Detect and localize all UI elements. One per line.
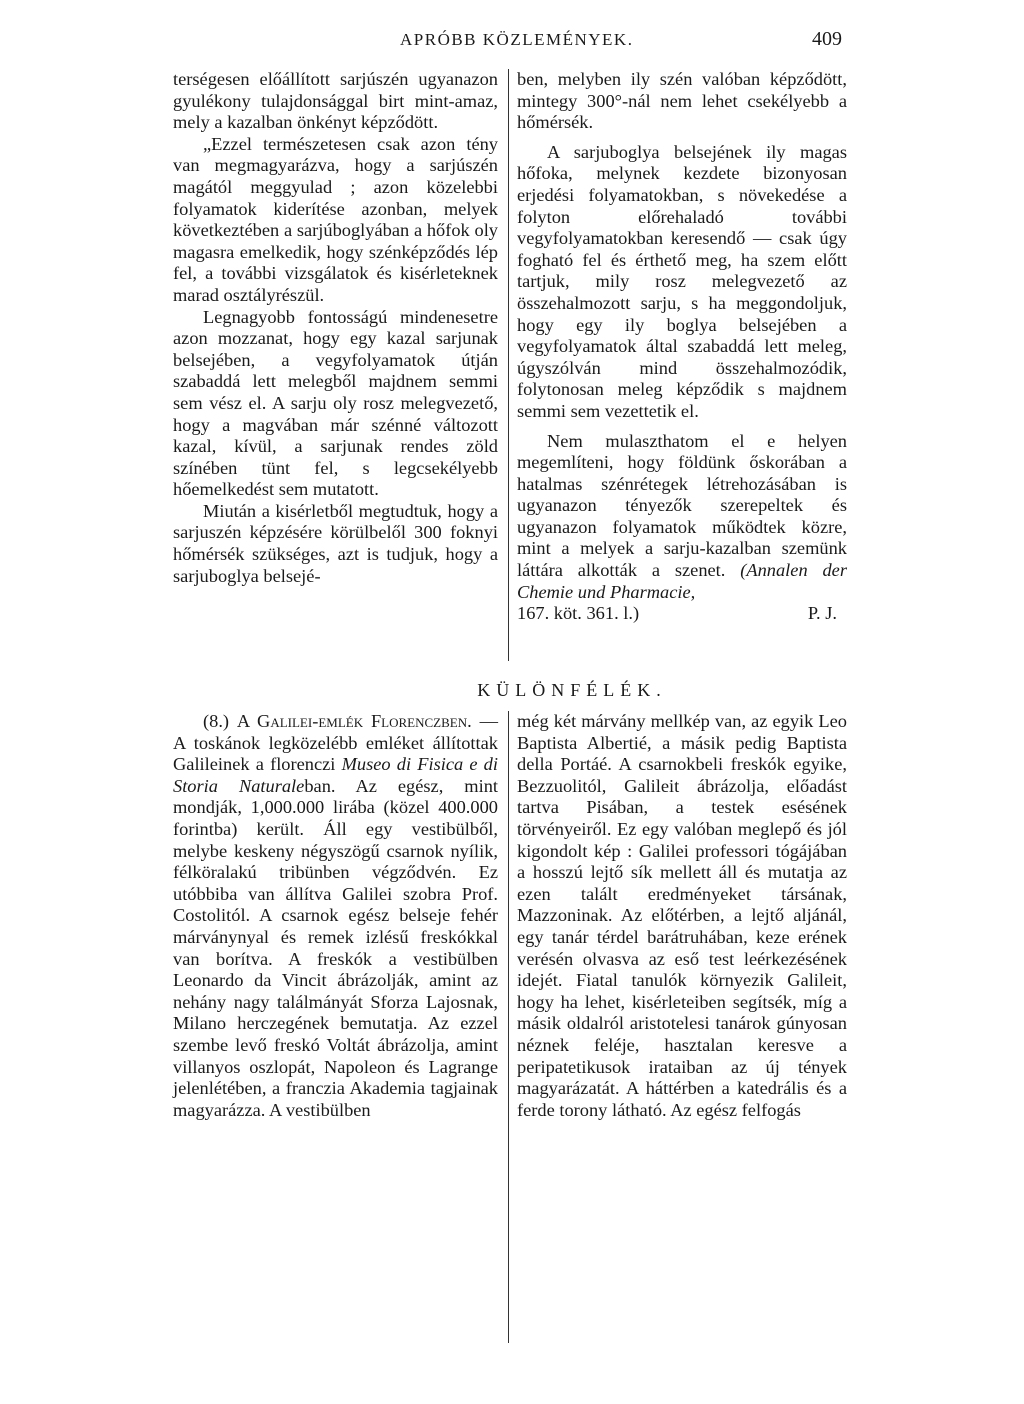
paragraph: Legnagyobb fontosságú mindenesetre azon mozzanat, hogy egy kazal sarjunak belsejében, a vegyfolyamatok útján szabaddá lett melegből majdnem semmi sem vész el. A sarju oly rosz melegvezető, hogy a magvában már szénné változott kazal, kívül, a sarjunak rendes zöld színében tünt fel, s legcsekélyebb hőemelkedést sem mutatott. [173, 306, 498, 500]
bottom-right-column [517, 711, 847, 1121]
top-left-column [173, 69, 498, 587]
paragraph: Miután a kisérletből megtudtuk, hogy a sarjuszén képzésére körülbelől 300 foknyi hőmérsék szükséges, azt is tudjuk, hogy a sarjuboglya belsejé- [173, 500, 498, 586]
article-paragraph [173, 711, 498, 1121]
column-divider [508, 711, 509, 1343]
paragraph-text: Nem mulaszthatom el e helyen megemlíteni, hogy földünk őskorában a hatalmas szénrétegek létrehozásában is ugyanazon tényezők szerepeltek és ugyanazon folyamatok működtek közre, mint a melyek a sarju-kazalban szemünk láttára alkották a szenet. [517, 430, 847, 581]
article-text: ban. Az egész, mint mondják, 1,000.000 lirába (közel 400.000 forintba) került. Áll egy vestibülből, melybe keskeny négyszögű csarnok nyílik, félköralakú tribünben végződvén. Ez utóbbiba van állítva Galilei szobra Prof. Costolitól. A csarnok egész belseje fehér márványnyal és remek izlésű freskókkal van borítva. A freskók a vestibülben Leonardo da Vincit ábrázolják, amint az nehány nagy találmányát Sforza Lajosnak, Milano herczegének bemutatja. Az ezzel szembe levő freskó Voltát ábrázolja, amint villanyos oszlopát, Napoleon és Lagrange jelenlétében, a franczia Akademia tagjainak magyarázza. A vestibülben [173, 775, 499, 1120]
bottom-left-column [173, 711, 498, 1121]
article-number: (8.) [203, 711, 230, 731]
paragraph: ben, melyben ily szén valóban képződött, mintegy 300°-nál nem lehet csekélyebb a hőmérsék. [517, 69, 847, 133]
paragraph: még két márvány mellkép van, az egyik Leo Baptista Albertié, a másik pedig Baptista della Portáé. A csarnokbeli freskók egyike, Bezzuolitól, Galileit ábrázolja, előadást tartva Pisában, a testek esésének törvényeiről. Ez egy valóban meglepő és jól kigondolt kép : Galilei professori tógájában a hosszú lejtő sík mellett áll és mutatja az ezen talált eredményeket társának, Mazzoninak. Az előtérben, a lejtő aljánál, egy tanár térdel barátruhában, keze erének verésén olvasva az eső test leérkezésének idejét. Fiatal tanulók környezik Galileit, hogy ha lehet, kisérleteiben segítsék, míg a másik oldalról aristotelesi tanárok gúnyosan néznek feléje, hasztalan keresve a peripatetikusok irataiban az új tények magyarázatát. A háttérben a katedrális és a ferde torony látható. Az egész felfogás [517, 711, 847, 1120]
signature: P. J. [807, 603, 837, 624]
section-title: KÜLÖNFÉLÉK. [477, 680, 667, 700]
page-number: 409 [812, 28, 842, 50]
paragraph: „Ezzel természetesen csak azon tény van megmagyarázva, hogy a sarjúszén magától meggyulad ; azon közelebbi folyamatok kiderítése azonban, melyek következtében a sarjúboglyában a hőfok oly magasra emelkedik, hogy szénképződés lép fel, a további vizsgálatok és kisérleteknek marad osztályrészül. [173, 133, 498, 305]
museum-name: Museo di Fisica e di Storia Naturale [173, 754, 498, 796]
paragraph: terségesen előállított sarjúszén ugyanazon gyulékony tulajdonsággal birt mint-amaz, mely a kazalban önkényt képződött. [173, 69, 498, 133]
running-title: APRÓBB KÖZLEMÉNYEK. [400, 30, 634, 49]
citation-tail: 167. köt. 361. l.) [517, 603, 640, 624]
article-text: — A toskánok legközelébb emléket állítottak Galileinek a florenczi [173, 711, 498, 775]
page-header [0, 30, 1024, 54]
citation: (Annalen der Chemie und Pharmacie, [517, 560, 847, 602]
paragraph: A sarjuboglya belsejének ily magas hőfoka, melynek kezdete bizonyosan erjedési folyamatokban, s növekedése a folyton előrehaladó további vegyfolyamatokban keresendő — csak úgy fogható fel és érthető meg, ha szem előtt tartjuk, mily rosz melegvezető az összehalmozott sarju, s ha meggondoljuk, hogy egy ily boglya belsejében a vegyfolyamatok által szabaddá lett meleg, úgyszólván mind összehalmozódik, folytonosan meleg képződik s majdnem semmi sem vezettetik el. [517, 141, 847, 421]
column-divider [508, 69, 509, 661]
top-right-column [517, 69, 847, 625]
paragraph [517, 431, 847, 604]
signature-line [517, 603, 847, 625]
article-heading: A Galilei-emlék Florenczben. [236, 711, 472, 731]
